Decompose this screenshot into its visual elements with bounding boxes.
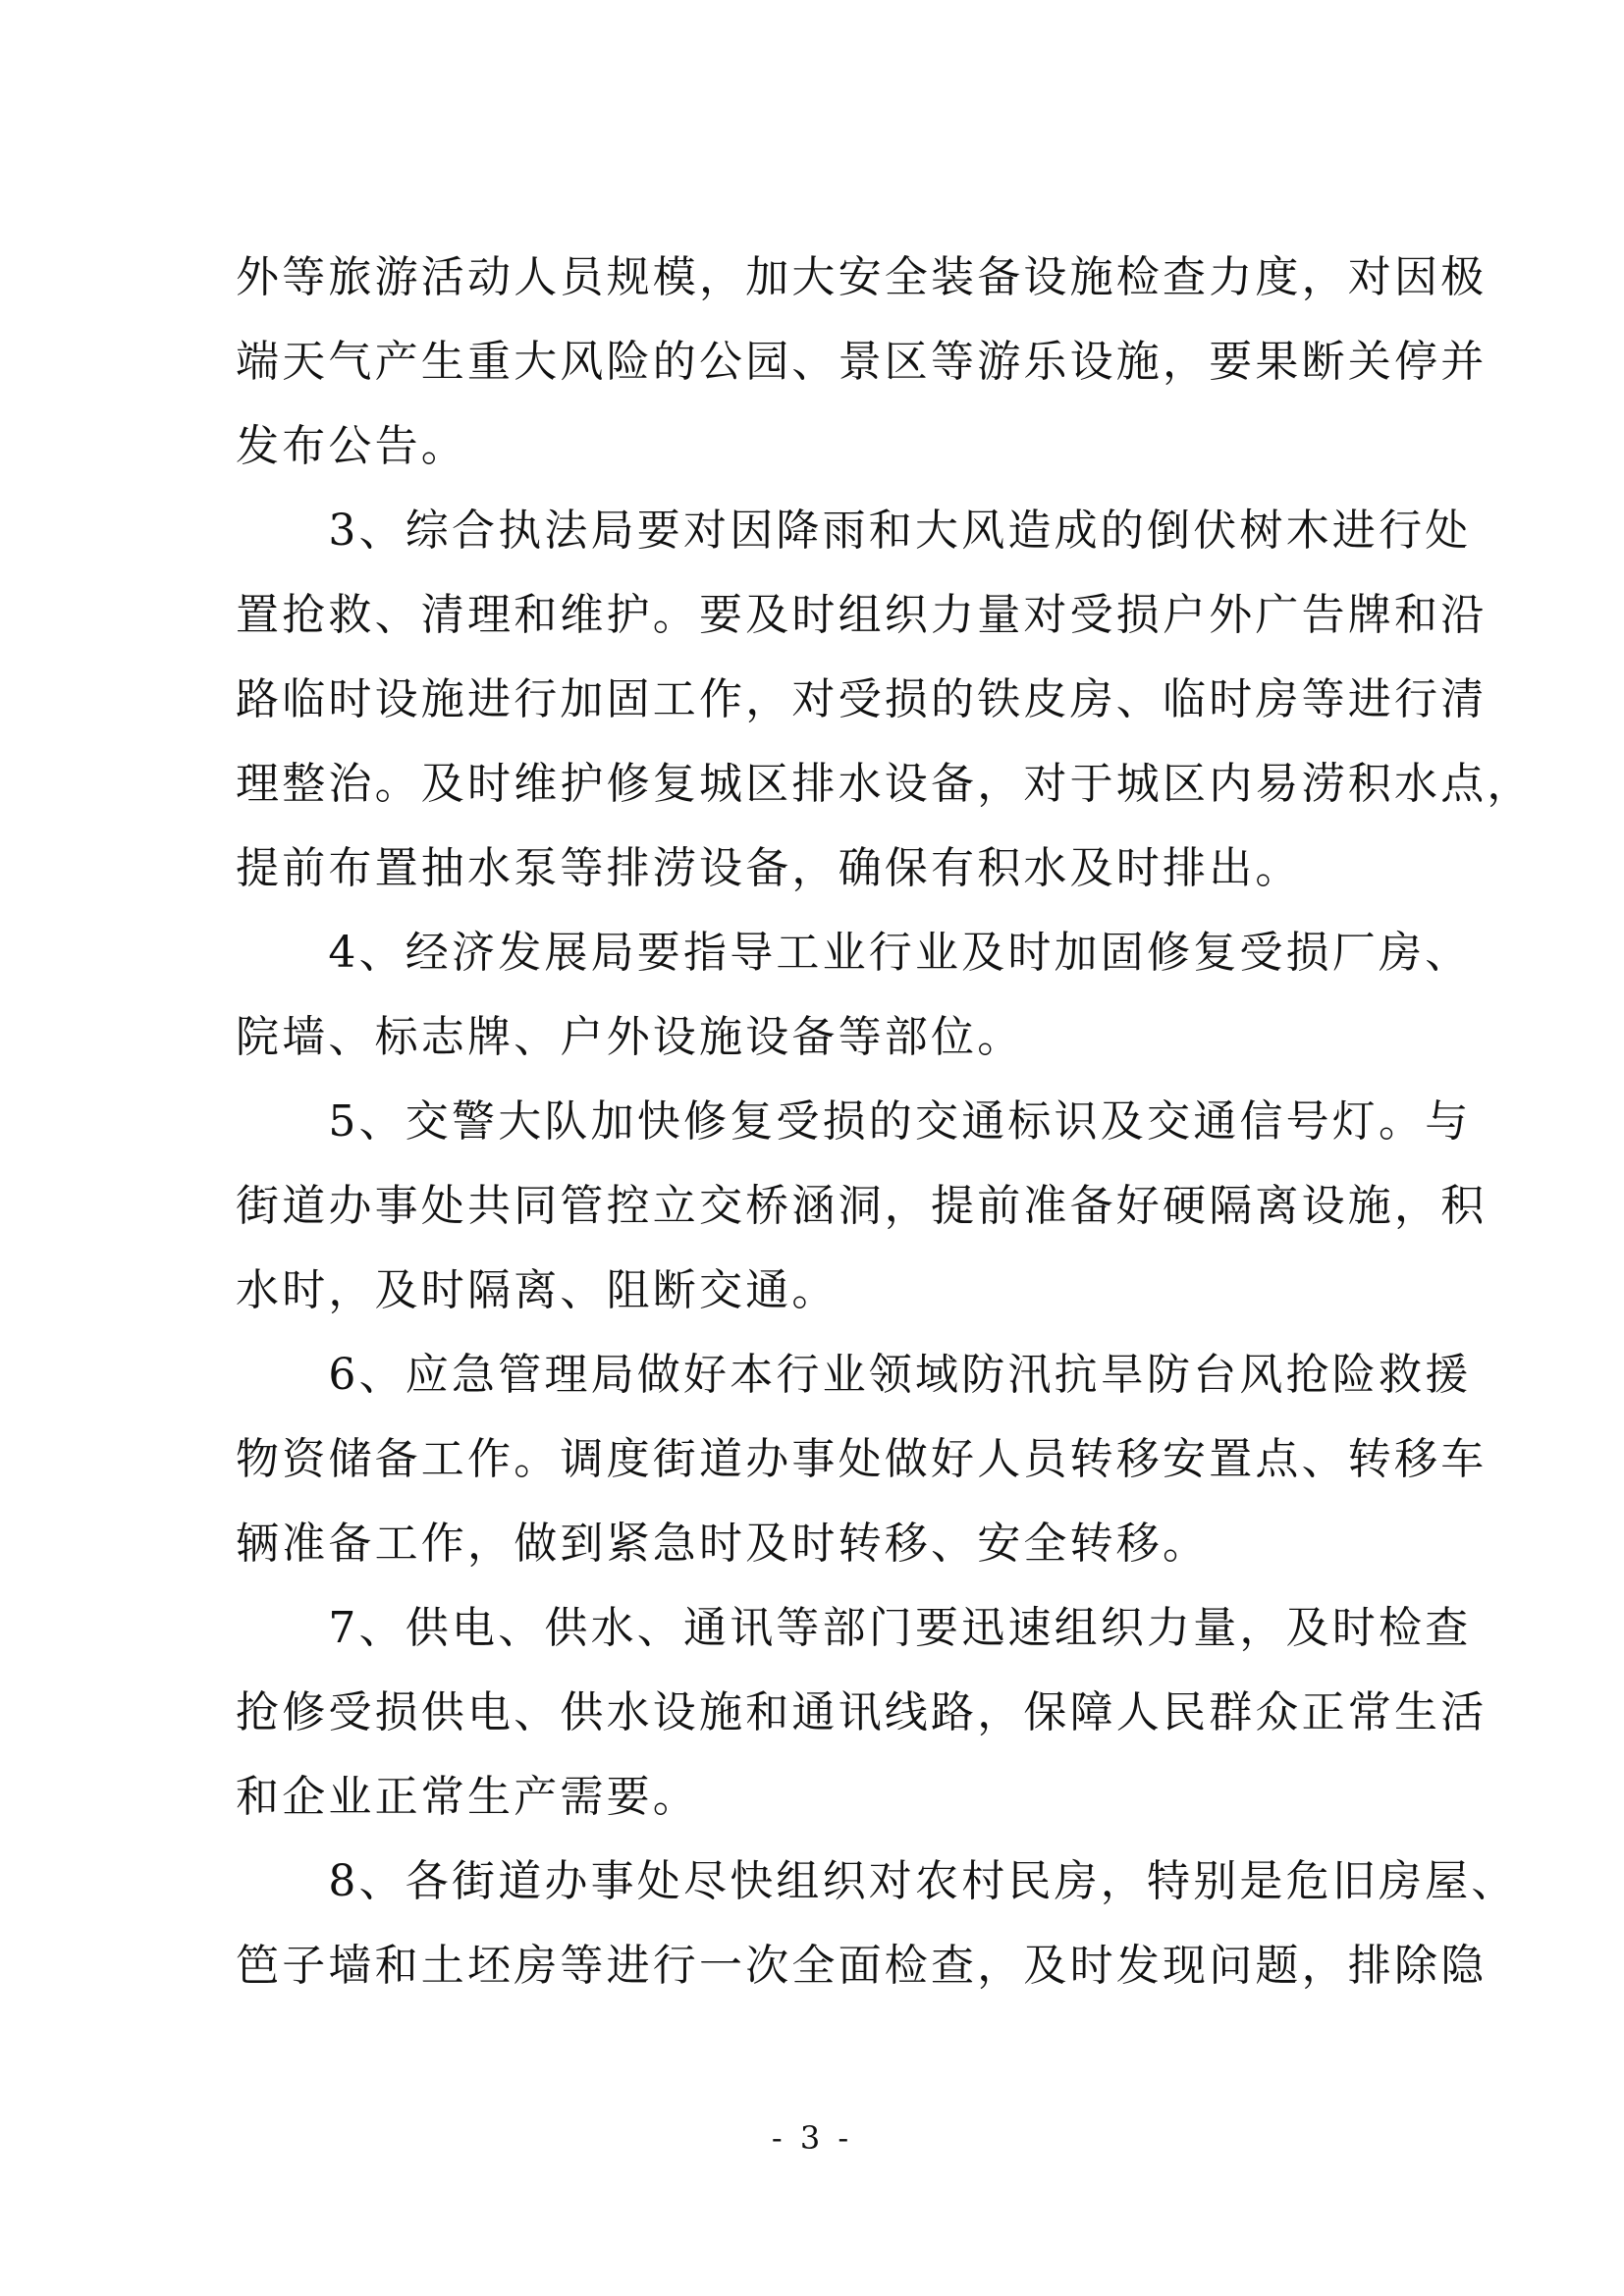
text-line: 端天气产生重大风险的公园、景区等游乐设施，要果断关停并 xyxy=(236,337,1488,387)
text-line: 4、经济发展局要指导工业行业及时加固修复受损厂房、 xyxy=(236,928,1472,978)
text-line: 8、各街道办事处尽快组织对农村民房，特别是危旧房屋、 xyxy=(236,1856,1518,1906)
text-line: 路临时设施进行加固工作，对受损的铁皮房、临时房等进行清 xyxy=(236,674,1488,724)
text-line: 抢修受损供电、供水设施和通讯线路，保障人民群众正常生活 xyxy=(236,1687,1488,1737)
text-line: 笆子墙和土坯房等进行一次全面检查，及时发现问题，排除隐 xyxy=(236,1941,1488,1991)
text-line: 和企业正常生产需要。 xyxy=(236,1772,699,1822)
text-line: 5、交警大队加快修复受损的交通标识及交通信号灯。与 xyxy=(236,1096,1472,1147)
text-line: 7、供电、供水、通讯等部门要迅速组织力量，及时检查 xyxy=(236,1603,1472,1653)
text-line: 物资储备工作。调度街道办事处做好人员转移安置点、转移车 xyxy=(236,1434,1488,1484)
text-line: 外等旅游活动人员规模，加大安全装备设施检查力度，对因极 xyxy=(236,252,1488,302)
text-line: 置抢救、清理和维护。要及时组织力量对受损户外广告牌和沿 xyxy=(236,590,1488,640)
text-line: 提前布置抽水泵等排涝设备，确保有积水及时排出。 xyxy=(236,843,1302,893)
text-line: 6、应急管理局做好本行业领域防汛抗旱防台风抢险救援 xyxy=(236,1350,1472,1400)
text-line: 3、综合执法局要对因降雨和大风造成的倒伏树木进行处 xyxy=(236,506,1472,556)
text-line: 发布公告。 xyxy=(236,421,467,471)
text-line: 水时，及时隔离、阻断交通。 xyxy=(236,1265,839,1315)
text-line: 理整治。及时维护修复城区排水设备，对于城区内易涝积水点， xyxy=(236,759,1534,809)
text-line: 院墙、标志牌、户外设施设备等部位。 xyxy=(236,1012,1024,1062)
text-line: 街道办事处共同管控立交桥涵洞，提前准备好硬隔离设施，积 xyxy=(236,1181,1488,1231)
page-number: - 3 - xyxy=(771,2119,853,2157)
text-line: 辆准备工作，做到紧急时及时转移、安全转移。 xyxy=(236,1519,1210,1569)
